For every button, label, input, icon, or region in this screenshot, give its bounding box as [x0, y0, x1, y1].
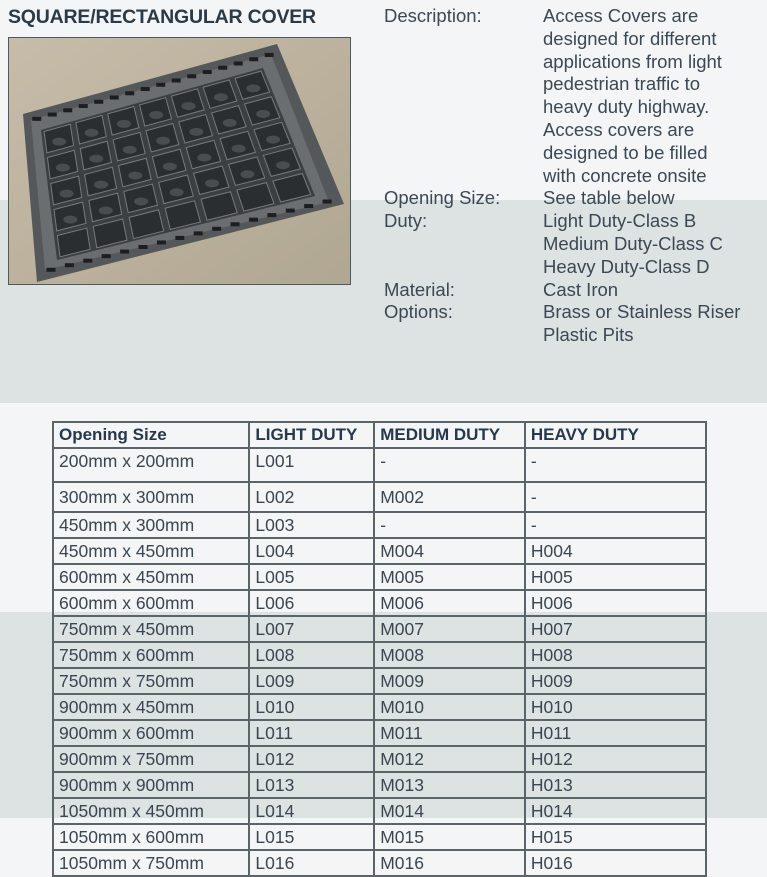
grid-cell-hole — [63, 216, 77, 224]
spec-row — [384, 187, 764, 210]
header-opening-size: Opening Size — [53, 422, 249, 448]
opening-size-cell: 200mm x 200mm — [53, 448, 249, 482]
rim-slot — [65, 263, 74, 267]
grid-cell-hole — [232, 145, 246, 153]
light-duty-cell: L007 — [249, 616, 374, 642]
grid-cell-hole — [170, 188, 184, 196]
medium-duty-cell: M014 — [374, 798, 525, 824]
opening-size-cell: 900mm x 600mm — [53, 720, 249, 746]
rim-slot — [175, 236, 184, 240]
rim-slot — [125, 91, 134, 95]
spec-value-line: pedestrian traffic to — [543, 73, 700, 95]
rim-slot — [46, 268, 55, 272]
spec-row — [384, 279, 764, 302]
medium-duty-cell: M013 — [374, 772, 525, 798]
medium-duty-cell: - — [374, 448, 525, 482]
heavy-duty-cell: H008 — [525, 642, 706, 668]
spec-value-line: See table below — [543, 187, 675, 209]
table-row — [53, 590, 706, 616]
rim-slot — [48, 113, 57, 117]
grid-cell-hole — [276, 161, 290, 169]
opening-size-cell: 1050mm x 600mm — [53, 824, 249, 850]
grid-cell-hole — [128, 172, 142, 180]
opening-size-cell: 300mm x 300mm — [53, 482, 249, 512]
grid-cell-hole — [182, 102, 196, 110]
medium-duty-cell: - — [374, 512, 525, 538]
table-row — [53, 616, 706, 642]
heavy-duty-cell: H010 — [525, 694, 706, 720]
opening-size-cell: 450mm x 450mm — [53, 538, 249, 564]
header-light-duty: LIGHT DUTY — [249, 422, 374, 448]
spec-value-line: Medium Duty-Class C — [543, 232, 723, 254]
spec-value-line: Light Duty-Class B — [543, 210, 697, 232]
grid-cell-hole — [60, 190, 74, 198]
opening-size-cell: 600mm x 600mm — [53, 590, 249, 616]
light-duty-cell: L016 — [249, 850, 374, 876]
table-row — [53, 798, 706, 824]
table-row — [53, 824, 706, 850]
medium-duty-cell: M004 — [374, 538, 525, 564]
heavy-duty-cell: H006 — [525, 590, 706, 616]
table-row — [53, 482, 706, 512]
spec-label: Duty: — [384, 210, 428, 232]
grid-cell-hole — [123, 146, 137, 154]
rim-slot — [212, 227, 221, 231]
heavy-duty-cell: - — [525, 448, 706, 482]
spec-value — [543, 279, 764, 302]
grid-cell-hole — [94, 181, 108, 189]
product-title: SQUARE/RECTANGULAR COVER — [8, 6, 316, 28]
rim-slot — [203, 70, 212, 74]
opening-size-cell: 900mm x 750mm — [53, 746, 249, 772]
medium-duty-cell: M006 — [374, 590, 525, 616]
spec-value-line: with concrete onsite — [543, 164, 707, 186]
heavy-duty-cell: H004 — [525, 538, 706, 564]
light-duty-cell: L001 — [249, 448, 374, 482]
medium-duty-cell: M010 — [374, 694, 525, 720]
grid-cell-hole — [52, 138, 66, 146]
table-row — [53, 564, 706, 590]
opening-size-cell: 750mm x 450mm — [53, 616, 249, 642]
table-row — [53, 746, 706, 772]
grid-cell-hole — [240, 170, 254, 178]
spec-value-line: Heavy Duty-Class D — [543, 255, 710, 277]
product-photo — [8, 37, 351, 285]
heavy-duty-cell: H014 — [525, 798, 706, 824]
rim-slot — [187, 74, 196, 78]
rim-slot — [63, 108, 72, 112]
grid-cell-hole — [223, 119, 237, 127]
light-duty-cell: L010 — [249, 694, 374, 720]
light-duty-cell: L008 — [249, 642, 374, 668]
spec-label: Description: — [384, 5, 482, 26]
grid-cell-hole — [134, 197, 148, 205]
opening-size-cell: 900mm x 900mm — [53, 772, 249, 798]
rim-slot — [156, 83, 165, 87]
rim-slot — [194, 231, 203, 235]
grid-cell-hole — [99, 207, 113, 215]
light-duty-cell: L014 — [249, 798, 374, 824]
medium-duty-cell: M009 — [374, 668, 525, 694]
light-duty-cell: L002 — [249, 482, 374, 512]
opening-size-cell: 600mm x 450mm — [53, 564, 249, 590]
grid-cell-hole — [246, 84, 260, 92]
rim-slot — [249, 218, 258, 222]
light-duty-cell: L004 — [249, 538, 374, 564]
header-heavy-duty: HEAVY DUTY — [525, 422, 706, 448]
heavy-duty-cell: - — [525, 512, 706, 538]
rim-slot — [249, 57, 258, 61]
grid-cell-hole — [149, 111, 163, 119]
grid-cell-hole — [117, 120, 131, 128]
rim-slot — [32, 117, 41, 121]
light-duty-cell: L009 — [249, 668, 374, 694]
rim-slot — [231, 222, 240, 226]
heavy-duty-cell: H007 — [525, 616, 706, 642]
table-row — [53, 850, 706, 876]
rim-slot — [102, 254, 111, 258]
table-row — [53, 772, 706, 798]
light-duty-cell: L006 — [249, 590, 374, 616]
grid-cell-hole — [85, 129, 99, 137]
grid-cell-hole — [156, 137, 170, 145]
spec-value-line: heavy duty highway. — [543, 96, 710, 118]
spec-value-line: Access Covers are — [543, 5, 699, 26]
grid-cell-hole — [214, 93, 228, 101]
spec-label: Options: — [384, 301, 453, 323]
grid-cell-hole — [89, 155, 103, 163]
opening-size-cell: 450mm x 300mm — [53, 512, 249, 538]
opening-size-table — [52, 421, 707, 877]
table-header-row — [53, 422, 706, 448]
heavy-duty-cell: H016 — [525, 850, 706, 876]
heavy-duty-cell: H009 — [525, 668, 706, 694]
rim-slot — [139, 245, 148, 249]
medium-duty-cell: M015 — [374, 824, 525, 850]
specification-list — [384, 5, 764, 347]
medium-duty-cell: M012 — [374, 746, 525, 772]
spec-row — [384, 210, 764, 278]
spec-value — [543, 210, 764, 278]
spec-value-line: Access covers are — [543, 118, 695, 140]
rim-slot — [172, 79, 181, 83]
medium-duty-cell: M016 — [374, 850, 525, 876]
light-duty-cell: L005 — [249, 564, 374, 590]
spec-label: Material: — [384, 278, 455, 300]
light-duty-cell: L011 — [249, 720, 374, 746]
spec-value — [543, 187, 764, 210]
opening-size-cell: 750mm x 750mm — [53, 668, 249, 694]
medium-duty-cell: M007 — [374, 616, 525, 642]
table-row — [53, 668, 706, 694]
spec-value-line: designed for different — [543, 27, 717, 49]
light-duty-cell: L003 — [249, 512, 374, 538]
rim-slot — [218, 66, 227, 70]
medium-duty-cell: M011 — [374, 720, 525, 746]
opening-size-cell: 900mm x 450mm — [53, 694, 249, 720]
spec-value-line: applications from light — [543, 50, 722, 72]
spec-value — [543, 301, 764, 347]
opening-size-cell: 1050mm x 750mm — [53, 850, 249, 876]
opening-size-cell: 1050mm x 450mm — [53, 798, 249, 824]
light-duty-cell: L012 — [249, 746, 374, 772]
spec-value-line: Cast Iron — [543, 278, 619, 300]
light-duty-cell: L015 — [249, 824, 374, 850]
heavy-duty-cell: H015 — [525, 824, 706, 850]
spec-row — [384, 5, 764, 187]
table-row — [53, 448, 706, 482]
rim-slot — [265, 53, 274, 57]
rim-slot — [304, 204, 313, 208]
grid-cell-hole — [189, 128, 203, 136]
rim-slot — [79, 104, 88, 108]
header-medium-duty: MEDIUM DUTY — [374, 422, 525, 448]
rim-slot — [120, 250, 129, 254]
heavy-duty-cell: H012 — [525, 746, 706, 772]
heavy-duty-cell: H005 — [525, 564, 706, 590]
table-row — [53, 694, 706, 720]
heavy-duty-cell: H011 — [525, 720, 706, 746]
spec-row — [384, 301, 764, 347]
rim-slot — [234, 61, 243, 65]
rim-slot — [83, 259, 92, 263]
table-row — [53, 512, 706, 538]
spec-value — [543, 5, 764, 187]
rim-slot — [110, 96, 119, 100]
heavy-duty-cell: - — [525, 482, 706, 512]
grid-cell-hole — [163, 163, 177, 171]
grid-cell-hole — [266, 136, 280, 144]
light-duty-cell: L013 — [249, 772, 374, 798]
spec-value-line: Brass or Stainless Riser — [543, 301, 741, 323]
table-row — [53, 720, 706, 746]
table-row — [53, 642, 706, 668]
rim-slot — [157, 240, 166, 244]
medium-duty-cell: M005 — [374, 564, 525, 590]
spec-label: Opening Size: — [384, 187, 501, 209]
table-row — [53, 538, 706, 564]
rim-slot — [267, 213, 276, 217]
rim-slot — [286, 209, 295, 213]
grid-cell-hole — [205, 179, 219, 187]
medium-duty-cell: M008 — [374, 642, 525, 668]
grid-cell-hole — [256, 110, 270, 118]
grid-cell-hole — [56, 164, 70, 172]
spec-value-line: designed to be filled — [543, 141, 708, 163]
spec-value-line: Plastic Pits — [543, 324, 634, 346]
rim-slot — [323, 199, 332, 203]
rim-slot — [94, 100, 103, 104]
rim-slot — [141, 87, 150, 91]
grid-cell-hole — [197, 154, 211, 162]
opening-size-cell: 750mm x 600mm — [53, 642, 249, 668]
medium-duty-cell: M002 — [374, 482, 525, 512]
access-cover-image — [9, 38, 350, 284]
heavy-duty-cell: H013 — [525, 772, 706, 798]
